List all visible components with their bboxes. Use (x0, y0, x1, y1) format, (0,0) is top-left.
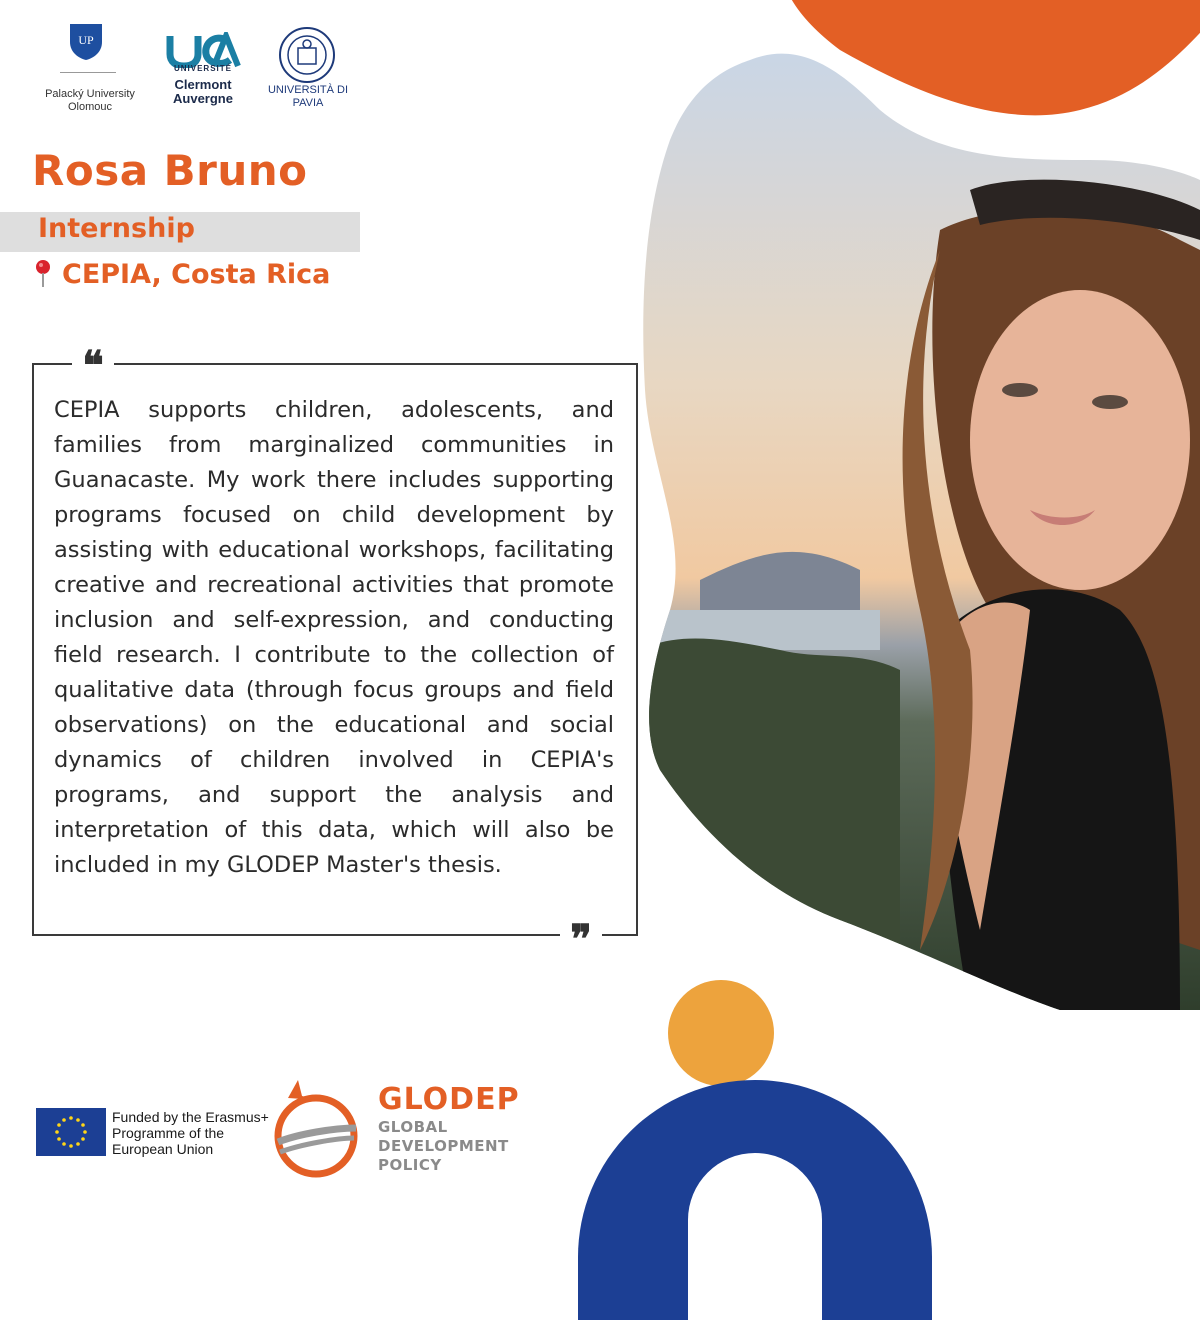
glodep-subtitle: GLOBAL DEVELOPMENT POLICY (378, 1118, 509, 1174)
uca-name: Clermont Auvergne (173, 77, 233, 106)
location-pin-icon (32, 259, 54, 289)
glodep-title: GLODEP (378, 1082, 520, 1117)
decorative-blue-semicircle (578, 1080, 932, 1320)
uca-mark-icon (164, 32, 244, 68)
profile-photo (640, 50, 1200, 1010)
upol-name: Palacký University Olomouc (45, 88, 135, 113)
location-row (32, 256, 330, 292)
decorative-yellow-circle (668, 980, 774, 1086)
testimonial-text: CEPIA supports children, adolescents, and families from marginalized communities in Guanacaste. My work there includes supporting programs focused on child development by assisting with educational workshops, facilitating creative and recreational activities that promote inclusion and self-expression, and conducting field research. I contribute to the collection of qualitative data (through focus groups and field observations) on the educational and social dynamics of children involved in CEPIA's programs, and support the analysis and interpretation of this data, which will also be included in my GLODEP Master's thesis. (54, 397, 614, 878)
quote-open-icon: ❝ (72, 346, 114, 376)
location-label: CEPIA, Costa Rica (62, 258, 331, 290)
eu-flag-icon (36, 1108, 106, 1156)
uca-label-small: UNIVERSITÉ (173, 64, 232, 73)
eu-funding-text: Funded by the Erasmus+ Programme of the European Union (112, 1109, 269, 1157)
glodep-globe-icon (268, 1078, 368, 1178)
pavia-name: UNIVERSITÀ DI PAVIA (267, 84, 349, 109)
person-name: Rosa Bruno (32, 146, 308, 195)
pavia-seal-icon (278, 26, 336, 84)
upol-crest-icon (68, 22, 104, 62)
quote-close-icon: ❞ (560, 920, 602, 950)
upol-divider (60, 72, 116, 73)
svg-text:UP: UP (78, 33, 94, 47)
activity-type: Internship (38, 213, 195, 244)
